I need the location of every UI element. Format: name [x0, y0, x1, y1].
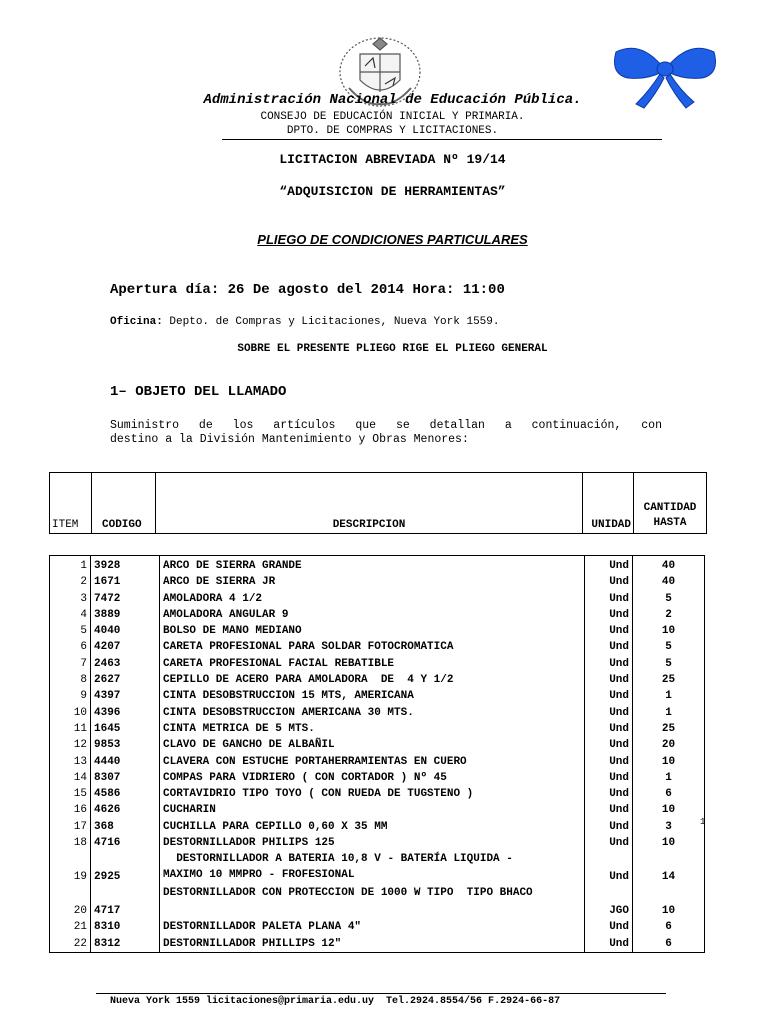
row-codigo: 8310 — [91, 919, 160, 935]
row-item: 17 — [50, 819, 91, 835]
row-item: 10 — [50, 705, 91, 721]
row-descripcion: COMPAS PARA VIDRIERO ( CON CORTADOR ) Nº 45 — [160, 770, 585, 786]
row-unidad: Und — [585, 705, 633, 721]
row-descripcion: CINTA METRICA DE 5 MTS. — [160, 721, 585, 737]
section-heading: 1– OBJETO DEL LLAMADO — [110, 384, 287, 400]
row-item: 6 — [50, 639, 91, 655]
row-codigo: 7472 — [91, 591, 160, 607]
row-item: 14 — [50, 770, 91, 786]
row-cantidad: 6 — [633, 919, 705, 935]
row-descripcion: AMOLADORA 4 1/2 — [160, 591, 585, 607]
row-cantidad: 10 — [633, 835, 705, 851]
row-descripcion: CORTAVIDRIO TIPO TOYO ( CON RUEDA DE TUGSTENO ) — [160, 786, 585, 802]
row-cantidad: 5 — [633, 591, 705, 607]
row-descripcion: DESTORNILLADOR CON PROTECCION DE 1000 W TIPO TIPO BHACO — [160, 885, 585, 919]
row-cantidad: 10 — [633, 754, 705, 770]
table-row — [50, 919, 705, 935]
institution-title: Administración Nacional de Educación Pública. — [203, 92, 582, 108]
office-text: Depto. de Compras y Licitaciones, Nueva York 1559. — [162, 316, 500, 328]
department-subtitle: DPTO. DE COMPRAS Y LICITACIONES. — [286, 125, 499, 137]
row-codigo: 9853 — [91, 737, 160, 753]
row-cantidad: 40 — [633, 556, 705, 575]
table-row — [50, 835, 705, 851]
table-row — [50, 802, 705, 818]
row-codigo: 2925 — [91, 851, 160, 885]
row-descripcion: CEPILLO DE ACERO PARA AMOLADORA DE 4 Y 1/2 — [160, 672, 585, 688]
row-unidad: Und — [585, 656, 633, 672]
row-cantidad: 25 — [633, 721, 705, 737]
row-codigo: 2627 — [91, 672, 160, 688]
row-unidad: Und — [585, 591, 633, 607]
row-item: 4 — [50, 607, 91, 623]
row-unidad: Und — [585, 786, 633, 802]
header-cantidad — [634, 473, 707, 534]
row-unidad: Und — [585, 851, 633, 885]
row-descripcion: CINTA DESOBSTRUCCION 15 MTS, AMERICANA — [160, 688, 585, 704]
row-cantidad: 6 — [633, 936, 705, 953]
table-row — [50, 851, 705, 885]
row-descripcion: CINTA DESOBSTRUCCION AMERICANA 30 MTS. — [160, 705, 585, 721]
table-row — [50, 556, 705, 575]
row-descripcion: CLAVO DE GANCHO DE ALBAÑIL — [160, 737, 585, 753]
row-item: 5 — [50, 623, 91, 639]
row-descripcion: CLAVERA CON ESTUCHE PORTAHERRAMIENTAS EN CUERO — [160, 754, 585, 770]
row-item: 9 — [50, 688, 91, 704]
row-descripcion: CUCHARIN — [160, 802, 585, 818]
row-descripcion: DESTORNILLADOR PALETA PLANA 4" — [160, 919, 585, 935]
table-row — [50, 819, 705, 835]
row-unidad: Und — [585, 754, 633, 770]
council-subtitle: CONSEJO DE EDUCACIÓN INICIAL Y PRIMARIA. — [260, 111, 525, 123]
row-item: 13 — [50, 754, 91, 770]
header-cantidad-line1: CANTIDAD — [643, 502, 697, 514]
header-unidad: UNIDAD — [583, 473, 634, 534]
row-item: 15 — [50, 786, 91, 802]
table-row — [50, 656, 705, 672]
row-cantidad: 5 — [633, 639, 705, 655]
row-cantidad: 40 — [633, 574, 705, 590]
row-item: 7 — [50, 656, 91, 672]
row-codigo: 4586 — [91, 786, 160, 802]
row-codigo: 4717 — [91, 885, 160, 919]
row-unidad: Und — [585, 737, 633, 753]
table-row — [50, 574, 705, 590]
table-row — [50, 623, 705, 639]
row-cantidad: 6 — [633, 786, 705, 802]
row-cantidad: 1 — [633, 688, 705, 704]
row-codigo: 4207 — [91, 639, 160, 655]
row-unidad: Und — [585, 574, 633, 590]
row-item: 21 — [50, 919, 91, 935]
office-line — [110, 316, 499, 328]
table-row — [50, 936, 705, 953]
tender-title: LICITACION ABREVIADA Nº 19/14 — [279, 152, 506, 167]
row-codigo: 4397 — [91, 688, 160, 704]
row-codigo: 4716 — [91, 835, 160, 851]
row-item: 19 — [50, 851, 91, 885]
row-codigo: 1645 — [91, 721, 160, 737]
row-descripcion: CARETA PROFESIONAL PARA SOLDAR FOTOCROMATICA — [160, 639, 585, 655]
table-row — [50, 754, 705, 770]
row-cantidad: 5 — [633, 656, 705, 672]
row-unidad: Und — [585, 819, 633, 835]
row-cantidad: 10 — [633, 623, 705, 639]
row-unidad: JGO — [585, 885, 633, 919]
general-conditions-note: SOBRE EL PRESENTE PLIEGO RIGE EL PLIEGO GENERAL — [237, 343, 548, 355]
table-row — [50, 705, 705, 721]
row-unidad: Und — [585, 556, 633, 575]
row-unidad: Und — [585, 919, 633, 935]
row-unidad: Und — [585, 721, 633, 737]
row-descripcion: AMOLADORA ANGULAR 9 — [160, 607, 585, 623]
footer-divider — [96, 993, 666, 994]
items-table — [49, 555, 705, 953]
row-unidad: Und — [585, 936, 633, 953]
row-codigo: 3889 — [91, 607, 160, 623]
row-codigo: 4440 — [91, 754, 160, 770]
table-row — [50, 770, 705, 786]
row-unidad: Und — [585, 802, 633, 818]
row-cantidad: 1 — [633, 705, 705, 721]
row-descripcion: CUCHILLA PARA CEPILLO 0,60 X 35 MM — [160, 819, 585, 835]
row-unidad: Und — [585, 688, 633, 704]
row-unidad: Und — [585, 672, 633, 688]
row-codigo: 8312 — [91, 936, 160, 953]
row-cantidad: 10 — [633, 802, 705, 818]
row-codigo: 8307 — [91, 770, 160, 786]
row-descripcion: CARETA PROFESIONAL FACIAL REBATIBLE — [160, 656, 585, 672]
conditions-heading: PLIEGO DE CONDICIONES PARTICULARES — [257, 232, 528, 247]
table-row — [50, 721, 705, 737]
header-divider — [222, 139, 662, 140]
row-descripcion: DESTORNILLADOR PHILLIPS 12" — [160, 936, 585, 953]
header-descripcion: DESCRIPCION — [156, 473, 583, 534]
page-number: 1 — [700, 817, 706, 827]
row-descripcion: DESTORNILLADOR PHILIPS 125 — [160, 835, 585, 851]
row-codigo: 1671 — [91, 574, 160, 590]
table-row — [50, 607, 705, 623]
row-cantidad: 14 — [633, 851, 705, 885]
row-item: 20 — [50, 885, 91, 919]
items-table-header — [49, 472, 707, 534]
table-row — [50, 591, 705, 607]
tender-subject: “ADQUISICION DE HERRAMIENTAS” — [279, 184, 506, 199]
row-codigo: 4396 — [91, 705, 160, 721]
row-cantidad: 1 — [633, 770, 705, 786]
row-unidad: Und — [585, 770, 633, 786]
row-item: 12 — [50, 737, 91, 753]
header-item: ITEM — [50, 473, 92, 534]
row-item: 8 — [50, 672, 91, 688]
row-item: 2 — [50, 574, 91, 590]
row-unidad: Und — [585, 607, 633, 623]
row-cantidad: 2 — [633, 607, 705, 623]
row-codigo: 4626 — [91, 802, 160, 818]
table-row — [50, 786, 705, 802]
row-cantidad: 3 — [633, 819, 705, 835]
row-codigo: 368 — [91, 819, 160, 835]
row-item: 1 — [50, 556, 91, 575]
row-codigo: 3928 — [91, 556, 160, 575]
row-cantidad: 25 — [633, 672, 705, 688]
row-descripcion: ARCO DE SIERRA GRANDE — [160, 556, 585, 575]
row-item: 3 — [50, 591, 91, 607]
section-text-line-2: destino a la División Mantenimiento y Obras Menores: — [110, 433, 469, 446]
header-codigo: CODIGO — [92, 473, 156, 534]
row-descripcion: BOLSO DE MANO MEDIANO — [160, 623, 585, 639]
footer-contact: Nueva York 1559 licitaciones@primaria.edu.uy Tel.2924.8554/56 F.2924-66-87 — [110, 996, 561, 1007]
row-unidad: Und — [585, 623, 633, 639]
table-row — [50, 885, 705, 919]
row-item: 11 — [50, 721, 91, 737]
section-text-line-1: Suministro de los artículos que se detallan a continuación, con — [110, 419, 662, 432]
table-row — [50, 672, 705, 688]
row-cantidad: 20 — [633, 737, 705, 753]
row-descripcion: DESTORNILLADOR A BATERIA 10,8 V - BATERÍA LIQUIDA - MAXIMO 10 MMPRO - FROFESIONAL — [160, 851, 585, 885]
row-codigo: 2463 — [91, 656, 160, 672]
row-item: 22 — [50, 936, 91, 953]
row-item: 18 — [50, 835, 91, 851]
row-item: 16 — [50, 802, 91, 818]
office-label: Oficina: — [110, 316, 163, 328]
row-unidad: Und — [585, 835, 633, 851]
opening-date: Apertura día: 26 De agosto del 2014 Hora: 11:00 — [110, 282, 505, 298]
row-descripcion: ARCO DE SIERRA JR — [160, 574, 585, 590]
row-cantidad: 10 — [633, 885, 705, 919]
table-row — [50, 688, 705, 704]
table-row — [50, 737, 705, 753]
row-unidad: Und — [585, 639, 633, 655]
table-row — [50, 639, 705, 655]
header-cantidad-line2: HASTA — [653, 517, 687, 529]
row-codigo: 4040 — [91, 623, 160, 639]
